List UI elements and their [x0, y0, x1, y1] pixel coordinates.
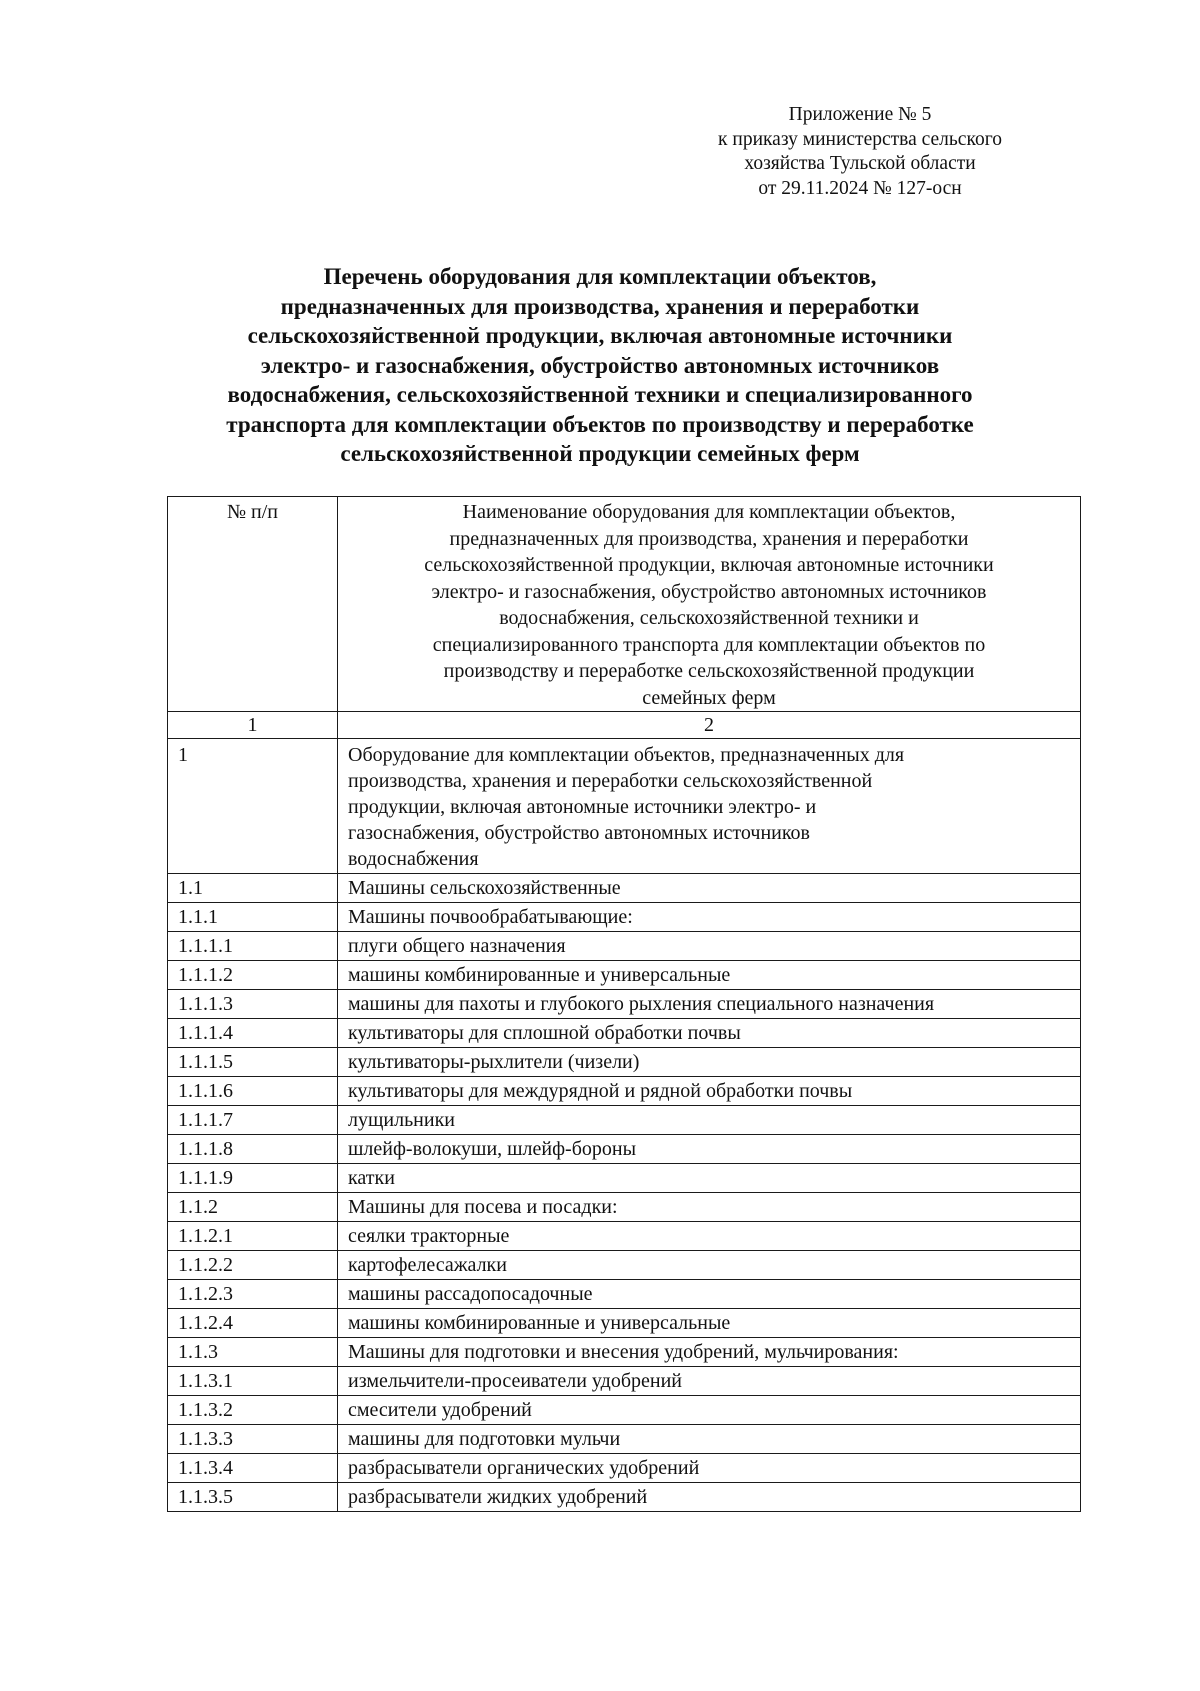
header-name-line: сельскохозяйственной продукции, включая автономные источники	[424, 554, 994, 576]
row-number: 1.1.2.4	[168, 1309, 338, 1338]
header-name-line: электро- и газоснабжения, обустройство автономных источников	[431, 580, 987, 603]
row-number: 1.1.3.3	[168, 1425, 338, 1454]
section-name-line: газоснабжения, обустройство автономных источников	[348, 822, 811, 844]
row-name: машины для подготовки мульчи	[338, 1425, 1081, 1454]
table-row	[168, 1048, 1081, 1077]
row-name: Машины сельскохозяйственные	[338, 874, 1081, 903]
title-line: сельскохозяйственной продукции семейных ферм	[340, 441, 860, 466]
row-number: 1.1.3.2	[168, 1396, 338, 1425]
equipment-table	[167, 496, 1081, 1512]
table-row	[168, 1106, 1081, 1135]
column-number: 2	[338, 712, 1081, 739]
section-name-line: водоснабжения	[348, 848, 479, 870]
row-name: шлейф-волокуши, шлейф-бороны	[338, 1135, 1081, 1164]
table-row	[168, 1338, 1081, 1367]
column-number: 1	[168, 712, 338, 739]
section-name	[338, 739, 1081, 874]
title-line: водоснабжения, сельскохозяйственной техники и специализированного	[227, 382, 973, 407]
row-number: 1.1.1.3	[168, 990, 338, 1019]
table-row	[168, 990, 1081, 1019]
header-name-line: специализированного транспорта для комплектации объектов по	[432, 633, 986, 656]
header-name-line: водоснабжения, сельскохозяйственной техники и	[499, 607, 919, 629]
row-number: 1.1.1.4	[168, 1019, 338, 1048]
appendix-order-date: от 29.11.2024 № 127-осн	[758, 177, 962, 199]
row-name: машины комбинированные и универсальные	[338, 961, 1081, 990]
row-number: 1.1	[168, 874, 338, 903]
header-name-line: семейных ферм	[642, 686, 776, 709]
table-row	[168, 1425, 1081, 1454]
header-name-line: Наименование оборудования для комплектации объектов,	[462, 501, 956, 523]
row-name: Машины почвообрабатывающие:	[338, 903, 1081, 932]
row-number: 1.1.2.3	[168, 1280, 338, 1309]
row-name: Машины для подготовки и внесения удобрений, мульчирования:	[338, 1338, 1081, 1367]
row-name: культиваторы для междурядной и рядной обработки почвы	[338, 1077, 1081, 1106]
title-line: электро- и газоснабжения, обустройство автономных источников	[260, 352, 940, 378]
appendix-order-ref: к приказу министерства сельского	[718, 128, 1002, 150]
table-row	[168, 1222, 1081, 1251]
row-name: катки	[338, 1164, 1081, 1193]
appendix-block	[680, 103, 1040, 201]
row-number: 1.1.1	[168, 903, 338, 932]
row-name: плуги общего назначения	[338, 932, 1081, 961]
table-row	[168, 1454, 1081, 1483]
section-row	[168, 739, 1081, 874]
row-number: 1.1.1.1	[168, 932, 338, 961]
row-name: машины комбинированные и универсальные	[338, 1309, 1081, 1338]
row-number: 1.1.3	[168, 1338, 338, 1367]
row-name: культиваторы для сплошной обработки почвы	[338, 1019, 1081, 1048]
table-row	[168, 1280, 1081, 1309]
table-header-row	[168, 497, 1081, 712]
table-row	[168, 1193, 1081, 1222]
table-row	[168, 1077, 1081, 1106]
title-line: сельскохозяйственной продукции, включая автономные источники	[247, 323, 953, 348]
table-row	[168, 903, 1081, 932]
row-name: сеялки тракторные	[338, 1222, 1081, 1251]
table-row	[168, 1396, 1081, 1425]
table-row	[168, 932, 1081, 961]
header-name-line: производству и переработке сельскохозяйственной продукции	[443, 660, 975, 682]
document-title	[140, 262, 1060, 469]
row-number: 1.1.1.9	[168, 1164, 338, 1193]
table-row	[168, 1309, 1081, 1338]
row-number: 1.1.3.5	[168, 1483, 338, 1512]
header-number: № п/п	[168, 497, 338, 712]
table-row	[168, 1251, 1081, 1280]
row-number: 1.1.3.4	[168, 1454, 338, 1483]
section-name-line: производства, хранения и переработки сельскохозяйственной	[348, 770, 873, 792]
section-number: 1	[168, 739, 338, 874]
row-number: 1.1.2	[168, 1193, 338, 1222]
header-name-line: предназначенных для производства, хранения и переработки	[449, 527, 969, 550]
title-line: транспорта для комплектации объектов по производству и переработке	[226, 411, 974, 437]
row-name: лущильники	[338, 1106, 1081, 1135]
table-row	[168, 874, 1081, 903]
header-name	[338, 497, 1081, 712]
row-number: 1.1.2.2	[168, 1251, 338, 1280]
title-line: Перечень оборудования для комплектации объектов,	[323, 264, 877, 289]
row-name: машины рассадопосадочные	[338, 1280, 1081, 1309]
row-number: 1.1.1.7	[168, 1106, 338, 1135]
row-name: смесители удобрений	[338, 1396, 1081, 1425]
table-row	[168, 1483, 1081, 1512]
row-number: 1.1.2.1	[168, 1222, 338, 1251]
table-row	[168, 1019, 1081, 1048]
row-name: разбрасыватели органических удобрений	[338, 1454, 1081, 1483]
row-number: 1.1.3.1	[168, 1367, 338, 1396]
row-name: измельчители-просеиватели удобрений	[338, 1367, 1081, 1396]
row-name: разбрасыватели жидких удобрений	[338, 1483, 1081, 1512]
section-name-line: продукции, включая автономные источники электро- и	[348, 796, 817, 818]
row-name: картофелесажалки	[338, 1251, 1081, 1280]
row-number: 1.1.1.5	[168, 1048, 338, 1077]
table-row	[168, 1367, 1081, 1396]
row-number: 1.1.1.6	[168, 1077, 338, 1106]
column-number-row	[168, 712, 1081, 739]
table-row	[168, 1135, 1081, 1164]
row-number: 1.1.1.8	[168, 1135, 338, 1164]
appendix-number: Приложение № 5	[788, 104, 932, 125]
table-row	[168, 1164, 1081, 1193]
appendix-ministry: хозяйства Тульской области	[744, 153, 976, 174]
section-name-line: Оборудование для комплектации объектов, предназначенных для	[348, 744, 905, 766]
table-row	[168, 961, 1081, 990]
row-name: Машины для посева и посадки:	[338, 1193, 1081, 1222]
row-name: культиваторы-рыхлители (чизели)	[338, 1048, 1081, 1077]
row-name: машины для пахоты и глубокого рыхления специального назначения	[338, 990, 1081, 1019]
title-line: предназначенных для производства, хранения и переработки	[280, 293, 920, 319]
row-number: 1.1.1.2	[168, 961, 338, 990]
